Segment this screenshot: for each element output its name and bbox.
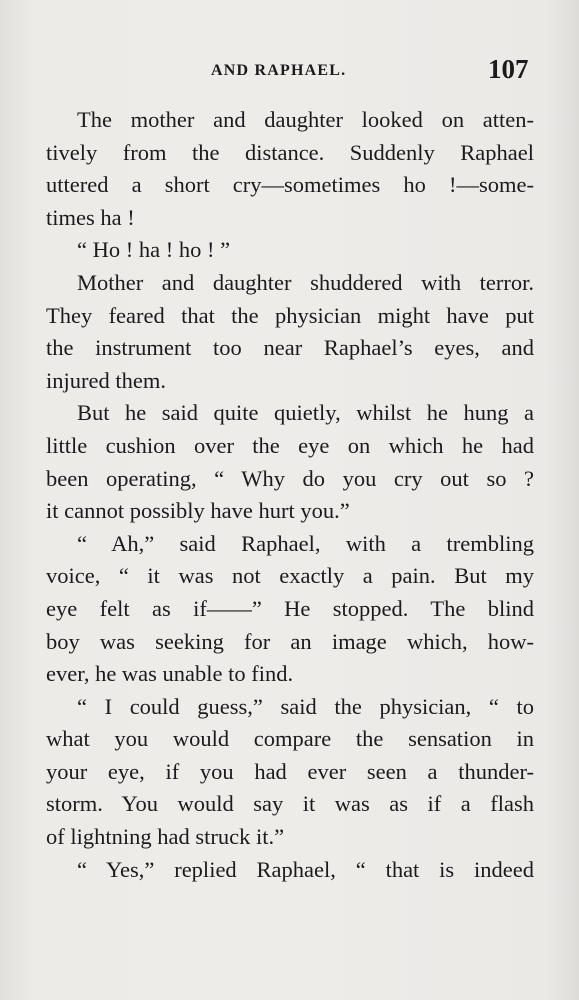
text-line: eye felt as if——” He stopped. The blind: [46, 595, 534, 621]
text-line: “ Yes,” replied Raphael, “ that is indeed: [77, 856, 534, 882]
text-line: uttered a short cry—sometimes ho !—some-: [46, 172, 534, 198]
text-line: storm. You would say it was as if a flash: [46, 791, 534, 817]
text-line: been operating, “ Why do you cry out so ?: [46, 465, 534, 491]
text-line: the instrument too near Raphael’s eyes, and: [46, 335, 534, 361]
text-line: your eye, if you had ever seen a thunder-: [46, 758, 534, 784]
text-line: it cannot possibly have hurt you.”: [46, 498, 350, 524]
text-line: boy was seeking for an image which, how-: [46, 628, 534, 654]
text-line: little cushion over the eye on which he had: [46, 432, 534, 458]
text-line: injured them.: [46, 367, 166, 393]
text-line: “ Ho ! ha ! ho ! ”: [77, 237, 231, 263]
text-line: They feared that the physician might have put: [46, 302, 534, 328]
text-line: The mother and daughter looked on atten-: [77, 107, 534, 132]
text-line: times ha !: [46, 204, 135, 230]
text-line: tively from the distance. Suddenly Raphael: [46, 139, 534, 165]
text-line: what you would compare the sensation in: [46, 726, 534, 752]
running-head: [0, 54, 579, 90]
text-line: voice, “ it was not exactly a pain. But my: [46, 563, 534, 589]
running-head-title: AND RAPHAEL.: [211, 62, 347, 79]
text-line: “ Ah,” said Raphael, with a trembling: [77, 530, 534, 556]
text-line: of lightning had struck it.”: [46, 824, 285, 850]
page-number: 107: [488, 54, 529, 84]
text-line: ever, he was unable to find.: [46, 661, 294, 687]
text-line: “ I could guess,” said the physician, “ to: [77, 693, 534, 719]
text-line: Mother and daughter shuddered with terror.: [77, 269, 534, 295]
body-text: [46, 104, 534, 886]
text-line: But he said quite quietly, whilst he hung a: [77, 400, 534, 426]
